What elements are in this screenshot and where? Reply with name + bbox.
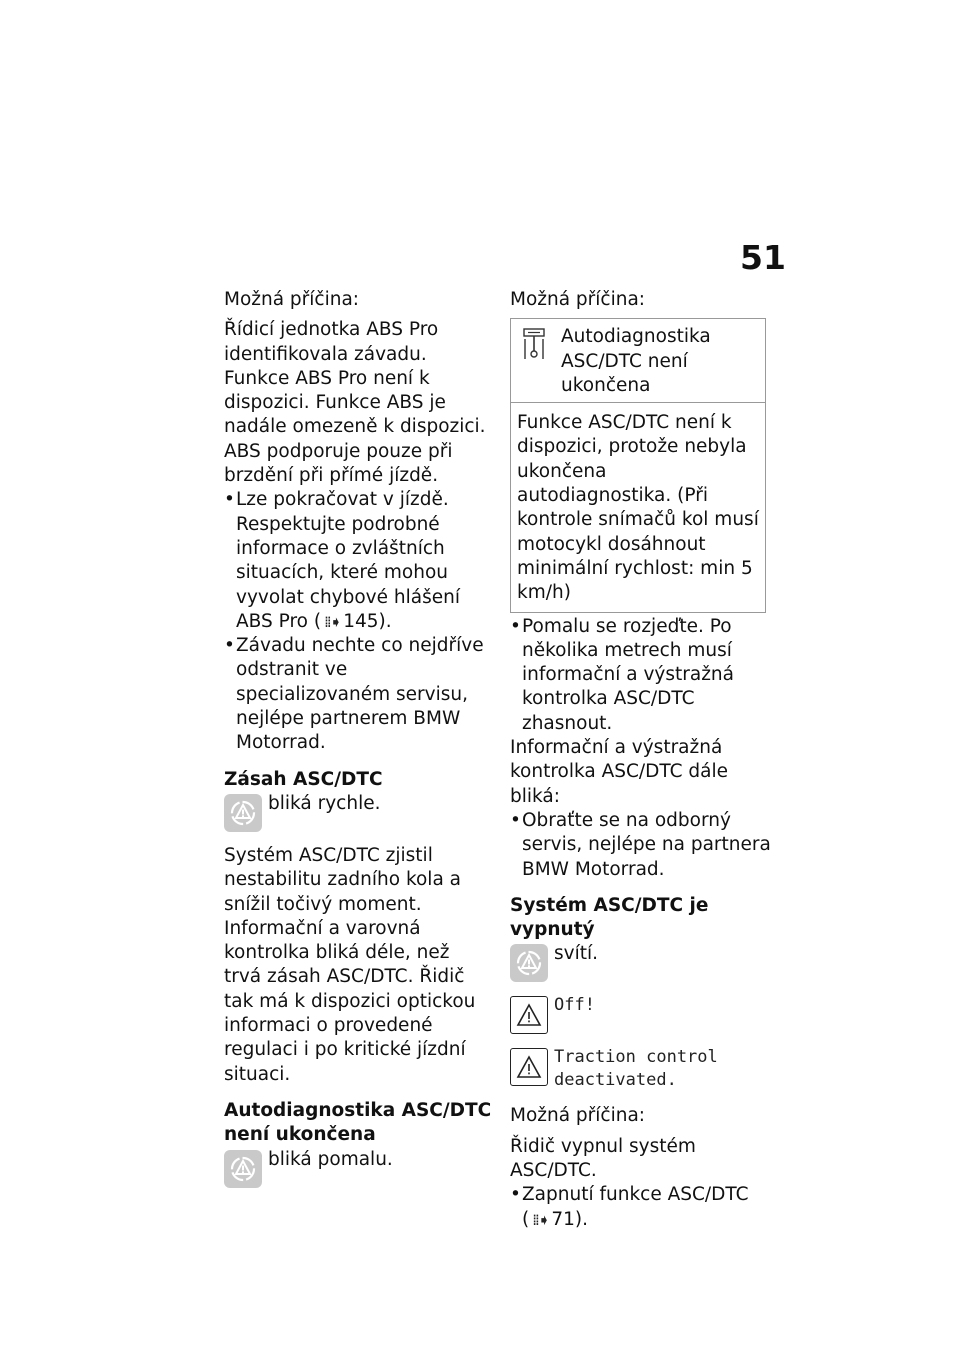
warning-triangle-icon [510,1048,548,1086]
lamp-status: bliká rychle. [268,792,381,814]
list-item [224,634,492,755]
cause-text: Řidič vypnul systém ASC/DTC. [510,1135,696,1182]
page-reference-arrow-icon: ⁞⁞➧ [532,1210,549,1229]
page-ref[interactable]: 71). [551,1208,588,1230]
right-column [510,288,780,1232]
left-column [224,288,492,1188]
lamp-status: bliká pomalu. [268,1148,393,1170]
page-ref[interactable]: 145). [343,610,392,632]
bullet-dot-icon: • [510,615,521,637]
cause-heading: Možná příčina: [510,1105,646,1127]
page-reference-arrow-icon: ⁞⁞➧ [324,612,341,631]
bullet-text: Zapnutí funkce ASC/DTC [522,1184,749,1206]
bullet-text: Pomalu se rozjeďte. Po několika metrech musí informační a výstražná kontrolka ASC/DTC zhasnout. [522,615,734,734]
warning-triangle-icon [510,996,548,1034]
list-item [510,809,780,882]
lamp-row [224,1148,492,1188]
info-text: Informační a výstražná kontrolka ASC/DTC dále bliká: [510,737,729,807]
cause-heading: Možná příčina: [224,289,360,310]
section-heading: Zásah ASC/DTC [224,768,383,790]
asc-text: Systém ASC/DTC zjistil nestabilitu zadního kola a snížil točivý moment. Informační a varovná kontrolka bliká déle, než trvá zásah ASC/DTC. Řidič tak má k dispozici optickou informaci o provedené regulaci i po kritické jízdní situaci. [224,844,476,1085]
lamp-status: svítí. [554,943,599,965]
list-item [510,615,780,736]
bullet-dot-icon: • [224,635,235,657]
bullet-text: Lze pokračovat v jízdě. Respektujte podrobné informace o zvláštních situacích, které mohou vyvolat chybové hlášení ABS Pro [236,489,460,632]
list-item: • Zapnutí funkce ASC/DTC ( ⁞⁞➧ 71). [510,1183,780,1232]
lamp-row [224,792,492,832]
asc-dtc-warning-lamp-icon [510,944,548,982]
asc-dtc-warning-lamp-icon [224,794,262,832]
display-row [510,1046,780,1092]
lamp-row [510,942,780,982]
asc-dtc-warning-lamp-icon [224,1150,262,1188]
bullet-dot-icon: • [224,489,235,511]
display-row [510,994,780,1034]
box-title: Autodiagnostika ASC/DTC není ukončena [561,326,711,396]
cause-heading: Možná příčina: [510,289,646,310]
bullet-dot-icon: • [510,1184,521,1206]
section-heading: Autodiagnostika ASC/DTC není ukončena [224,1099,492,1146]
autodiagnostics-gauge-icon [521,325,549,398]
cause-text: Řídicí jednotka ABS Pro identifikovala závadu. Funkce ABS Pro není k dispozici. Funkce ABS je nadále omezeně k dispozici. ABS podporuje pouze při brzdění při přímé jízdě. [224,319,486,487]
section-heading: Systém ASC/DTC je vypnutý [510,894,709,941]
box-header [511,319,765,403]
bullet-dot-icon: • [510,809,521,831]
bullet-text: Obraťte se na odborný servis, nejlépe na partnera BMW Motorrad. [522,809,771,880]
autodiagnostics-box [510,318,766,612]
box-body: Funkce ASC/DTC není k dispozici, protože nebyla ukončena autodiagnostika. (Při kontrole snímačů kol musí motocykl dosáhnout minimální rychlost: min 5 km/h) [517,412,759,604]
display-message: Traction control deactivated. [554,1047,718,1091]
display-message: Off! [554,995,595,1016]
bullet-text: Závadu nechte co nejdříve odstranit ve specializovaném servisu, nejlépe partnerem BMW Motorrad. [236,635,484,754]
page-number: 51 [740,238,786,277]
list-item: • Lze pokračovat v jízdě. Respektujte podrobné informace o zvláštních situacích, které mohou vyvolat chybové hlášení ABS Pro ( ⁞⁞➧ 145). [224,488,492,634]
